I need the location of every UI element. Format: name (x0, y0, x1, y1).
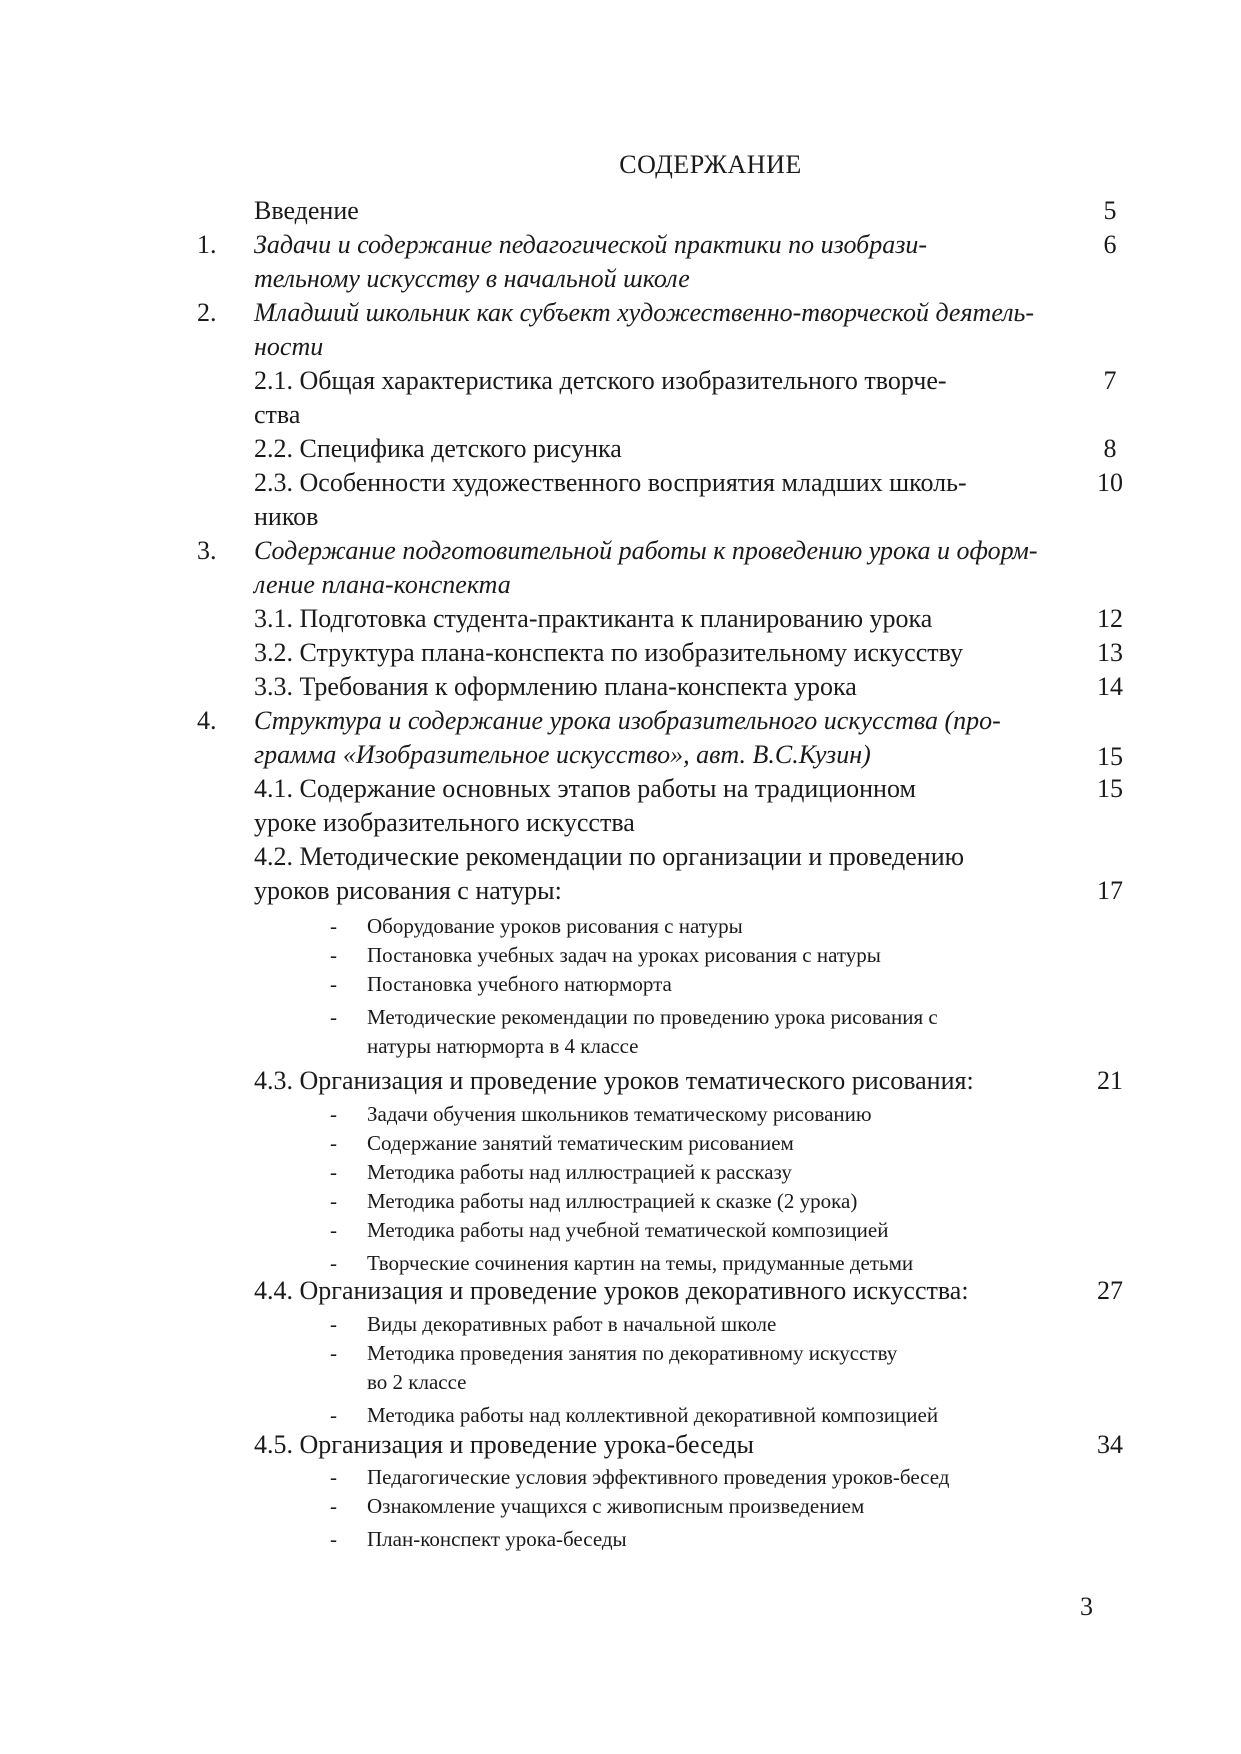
list-dash: - (330, 943, 337, 967)
toc-s3-3-label: 3.3. Требования к оформлению плана-конспекта урока (254, 672, 857, 701)
list-item: Постановка учебных задач на уроках рисования с натуры (367, 943, 881, 967)
list-dash: - (330, 1251, 337, 1275)
toc-s1-line1: Задачи и содержание педагогической практики по изобрази- (254, 230, 928, 259)
list-item-continued: во 2 классе (367, 1370, 467, 1394)
toc-s2-2-label: 2.2. Специфика детского рисунка (254, 434, 622, 463)
toc-s3-2-label: 3.2. Структура плана-конспекта по изобразительному искусству (254, 638, 964, 667)
toc-intro-label: Введение (254, 196, 359, 225)
list-item: Задачи обучения школьников тематическому рисованию (367, 1102, 872, 1126)
list-item: План-конспект урока-беседы (367, 1527, 627, 1551)
toc-s2-number: 2. (197, 298, 217, 327)
list-dash: - (330, 1160, 337, 1184)
toc-s4-3-page: 21 (1097, 1066, 1123, 1095)
toc-s3-2-page: 13 (1097, 638, 1123, 667)
toc-s2-3-page: 10 (1097, 468, 1123, 497)
list-item: Педагогические условия эффективного проведения уроков-бесед (367, 1465, 950, 1489)
toc-s4-1-line1: 4.1. Содержание основных этапов работы на традиционном (254, 774, 916, 803)
toc-s2-1-line2: ства (254, 400, 301, 429)
toc-s3-1-page: 12 (1097, 604, 1123, 633)
list-item: Методические рекомендации по проведению урока рисования с (367, 1005, 938, 1029)
toc-s2-3-line1: 2.3. Особенности художественного восприятия младших школь- (254, 468, 967, 497)
toc-s4-line1: Структура и содержание урока изобразительного искусства (про- (254, 706, 1001, 735)
toc-s2-1-page: 7 (1103, 366, 1117, 395)
toc-s3-3-page: 14 (1097, 672, 1123, 701)
list-dash: - (330, 1189, 337, 1213)
list-dash: - (330, 1341, 337, 1365)
list-dash: - (330, 1403, 337, 1427)
toc-s2-3-line2: ников (254, 502, 319, 531)
toc-s3-1-label: 3.1. Подготовка студента-практиканта к планированию урока (254, 604, 933, 633)
toc-intro-page: 5 (1103, 196, 1117, 225)
toc-s4-1-line2: уроке изобразительного искусства (254, 808, 635, 837)
list-dash: - (330, 1312, 337, 1336)
list-item: Творческие сочинения картин на темы, придуманные детьми (367, 1251, 914, 1275)
toc-s3-line1: Содержание подготовительной работы к проведению урока и оформ- (254, 536, 1038, 565)
list-item: Методика работы над иллюстрацией к сказке (2 урока) (367, 1189, 858, 1213)
page-title: СОДЕРЖАНИЕ (619, 150, 802, 179)
list-dash: - (330, 1527, 337, 1551)
toc-s4-number: 4. (197, 706, 217, 735)
toc-s2-2-page: 8 (1103, 434, 1117, 463)
toc-s4-4-page: 27 (1097, 1276, 1123, 1305)
list-dash: - (330, 1494, 337, 1518)
toc-s1-number: 1. (197, 230, 217, 259)
list-dash: - (330, 972, 337, 996)
toc-s4-3-label: 4.3. Организация и проведение уроков тематического рисования: (254, 1066, 974, 1095)
toc-s4-2-line1: 4.2. Методические рекомендации по организации и проведению (254, 842, 965, 871)
list-item: Ознакомление учащихся с живописным произведением (367, 1494, 865, 1518)
list-item-continued: натуры натюрморта в 4 классе (367, 1034, 639, 1058)
toc-s1-line2: тельному искусству в начальной школе (254, 264, 690, 293)
list-dash: - (330, 1131, 337, 1155)
list-item: Содержание занятий тематическим рисованием (367, 1131, 794, 1155)
toc-s4-4-label: 4.4. Организация и проведение уроков декоративного искусства: (254, 1276, 969, 1305)
toc-s1-page: 6 (1103, 230, 1117, 259)
toc-s4-line2: грамма «Изобразительное искусство», авт. В.С.Кузин) (254, 740, 871, 769)
list-dash: - (330, 1465, 337, 1489)
list-dash: - (330, 1218, 337, 1242)
page-number: 3 (1080, 1592, 1093, 1621)
list-item: Методика работы над коллективной декоративной композицией (367, 1403, 939, 1427)
list-item: Методика работы над учебной тематической композицией (367, 1218, 889, 1242)
list-dash: - (330, 914, 337, 938)
list-item: Методика работы над иллюстрацией к рассказу (367, 1160, 792, 1184)
toc-s4-2-page: 17 (1097, 876, 1123, 905)
list-dash: - (330, 1005, 337, 1029)
toc-s3-line2: ление плана-конспекта (254, 570, 511, 599)
toc-s2-line2: ности (254, 332, 324, 361)
list-dash: - (330, 1102, 337, 1126)
list-item: Методика проведения занятия по декоративному искусству (367, 1341, 898, 1365)
toc-s4-5-page: 34 (1097, 1430, 1123, 1459)
toc-s4-1-page: 15 (1097, 774, 1123, 803)
toc-s2-line1: Младший школьник как субъект художественно-творческой деятель- (254, 298, 1035, 327)
toc-s2-1-line1: 2.1. Общая характеристика детского изобразительного творче- (254, 366, 947, 395)
toc-s4-5-label: 4.5. Организация и проведение урока-беседы (254, 1430, 754, 1459)
toc-s3-number: 3. (197, 536, 217, 565)
list-item: Виды декоративных работ в начальной школе (367, 1312, 777, 1336)
toc-s4-page: 15 (1097, 742, 1123, 771)
list-item: Постановка учебного натюрморта (367, 972, 672, 996)
list-item: Оборудование уроков рисования с натуры (367, 914, 743, 938)
toc-s4-2-line2: уроков рисования с натуры: (254, 876, 562, 905)
